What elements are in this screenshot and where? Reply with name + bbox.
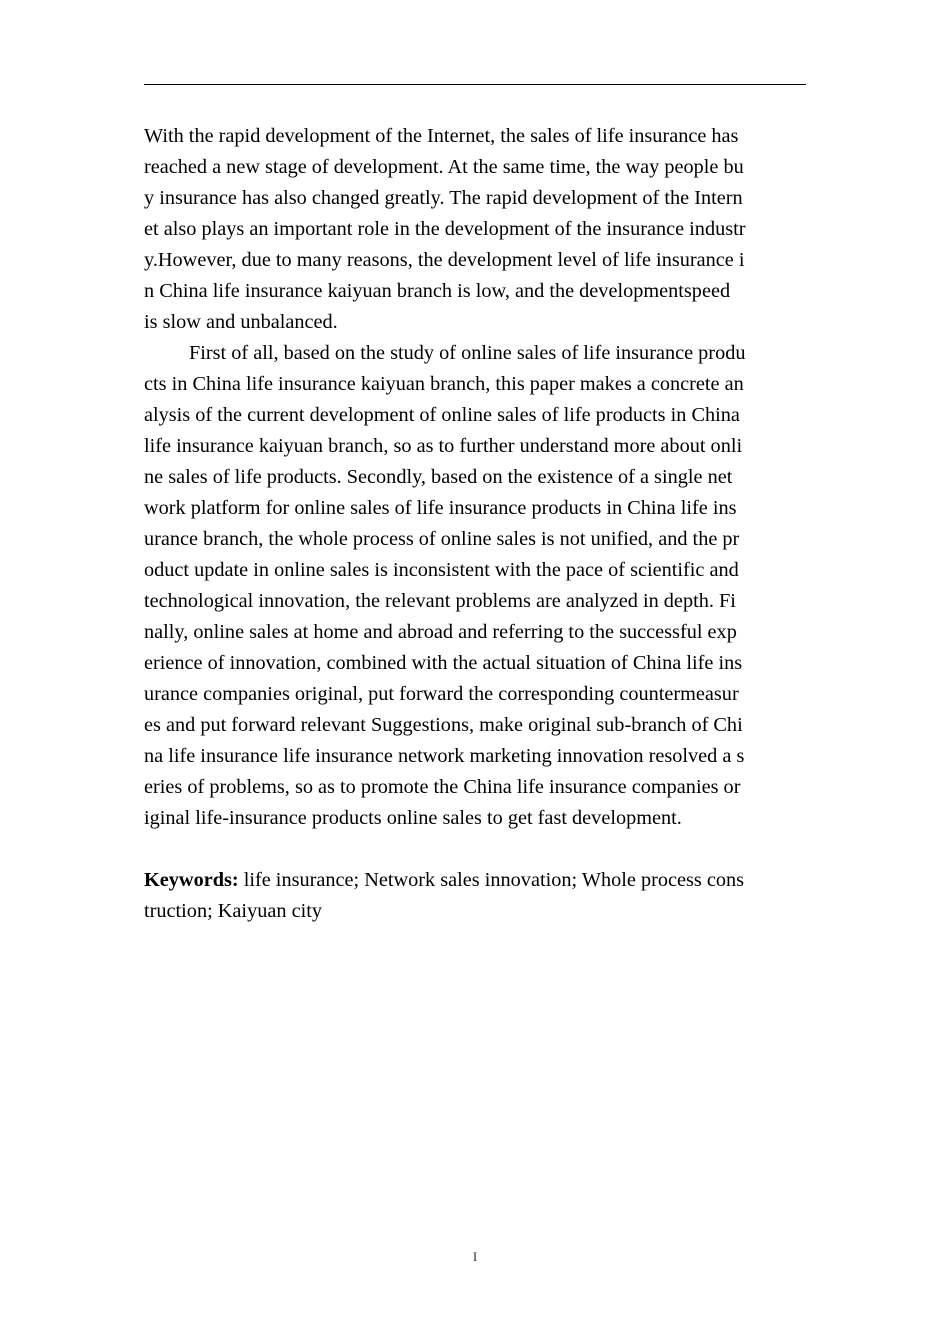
text-line: technological innovation, the relevant problems are analyzed in depth. Fi	[144, 590, 736, 612]
page-number: I	[472, 1249, 478, 1264]
text-line: erience of innovation, combined with the actual situation of China life ins	[144, 652, 743, 674]
text-line: y insurance has also changed greatly. The rapid development of the Intern	[144, 187, 743, 209]
text-line: work platform for online sales of life insurance products in China life ins	[144, 497, 737, 519]
text-line: cts in China life insurance kaiyuan branch, this paper makes a concrete an	[144, 373, 744, 395]
keywords-label: Keywords:	[144, 869, 239, 891]
keywords-text: life insurance; Network sales innovation; Whole process cons	[238, 869, 745, 891]
keywords-block	[144, 865, 806, 927]
paragraph-spacer	[144, 834, 806, 865]
text-line: n China life insurance kaiyuan branch is low, and the developmentspeed	[144, 280, 731, 302]
text-line: ne sales of life products. Secondly, based on the existence of a single net	[144, 466, 733, 488]
text-line: es and put forward relevant Suggestions, make original sub-branch of Chi	[144, 714, 743, 736]
keywords-line-2: truction; Kaiyuan city	[144, 900, 322, 922]
text-line: eries of problems, so as to promote the China life insurance companies or	[144, 776, 741, 798]
abstract-paragraph-2	[144, 338, 806, 834]
header-rule	[144, 84, 806, 85]
text-line: With the rapid development of the Internet, the sales of life insurance has	[144, 125, 739, 147]
text-line: alysis of the current development of online sales of life products in China	[144, 404, 740, 426]
text-line: life insurance kaiyuan branch, so as to further understand more about onli	[144, 435, 743, 457]
text-line: nally, online sales at home and abroad and referring to the successful exp	[144, 621, 737, 643]
text-line: oduct update in online sales is inconsistent with the pace of scientific and	[144, 559, 739, 581]
text-line: urance branch, the whole process of online sales is not unified, and the pr	[144, 528, 740, 550]
text-line: na life insurance life insurance network marketing innovation resolved a s	[144, 745, 745, 767]
abstract-paragraph-1	[144, 121, 806, 338]
keywords-line-1	[144, 865, 806, 896]
text-line: First of all, based on the study of online sales of life insurance produ	[189, 342, 746, 364]
text-line: urance companies original, put forward the corresponding countermeasur	[144, 683, 739, 705]
text-line: iginal life-insurance products online sales to get fast development.	[144, 807, 682, 829]
abstract-body	[144, 121, 806, 927]
text-line: reached a new stage of development. At the same time, the way people bu	[144, 156, 744, 178]
text-line: is slow and unbalanced.	[144, 311, 338, 333]
text-line: et also plays an important role in the development of the insurance industr	[144, 218, 746, 240]
text-line: y.However, due to many reasons, the development level of life insurance i	[144, 249, 745, 271]
